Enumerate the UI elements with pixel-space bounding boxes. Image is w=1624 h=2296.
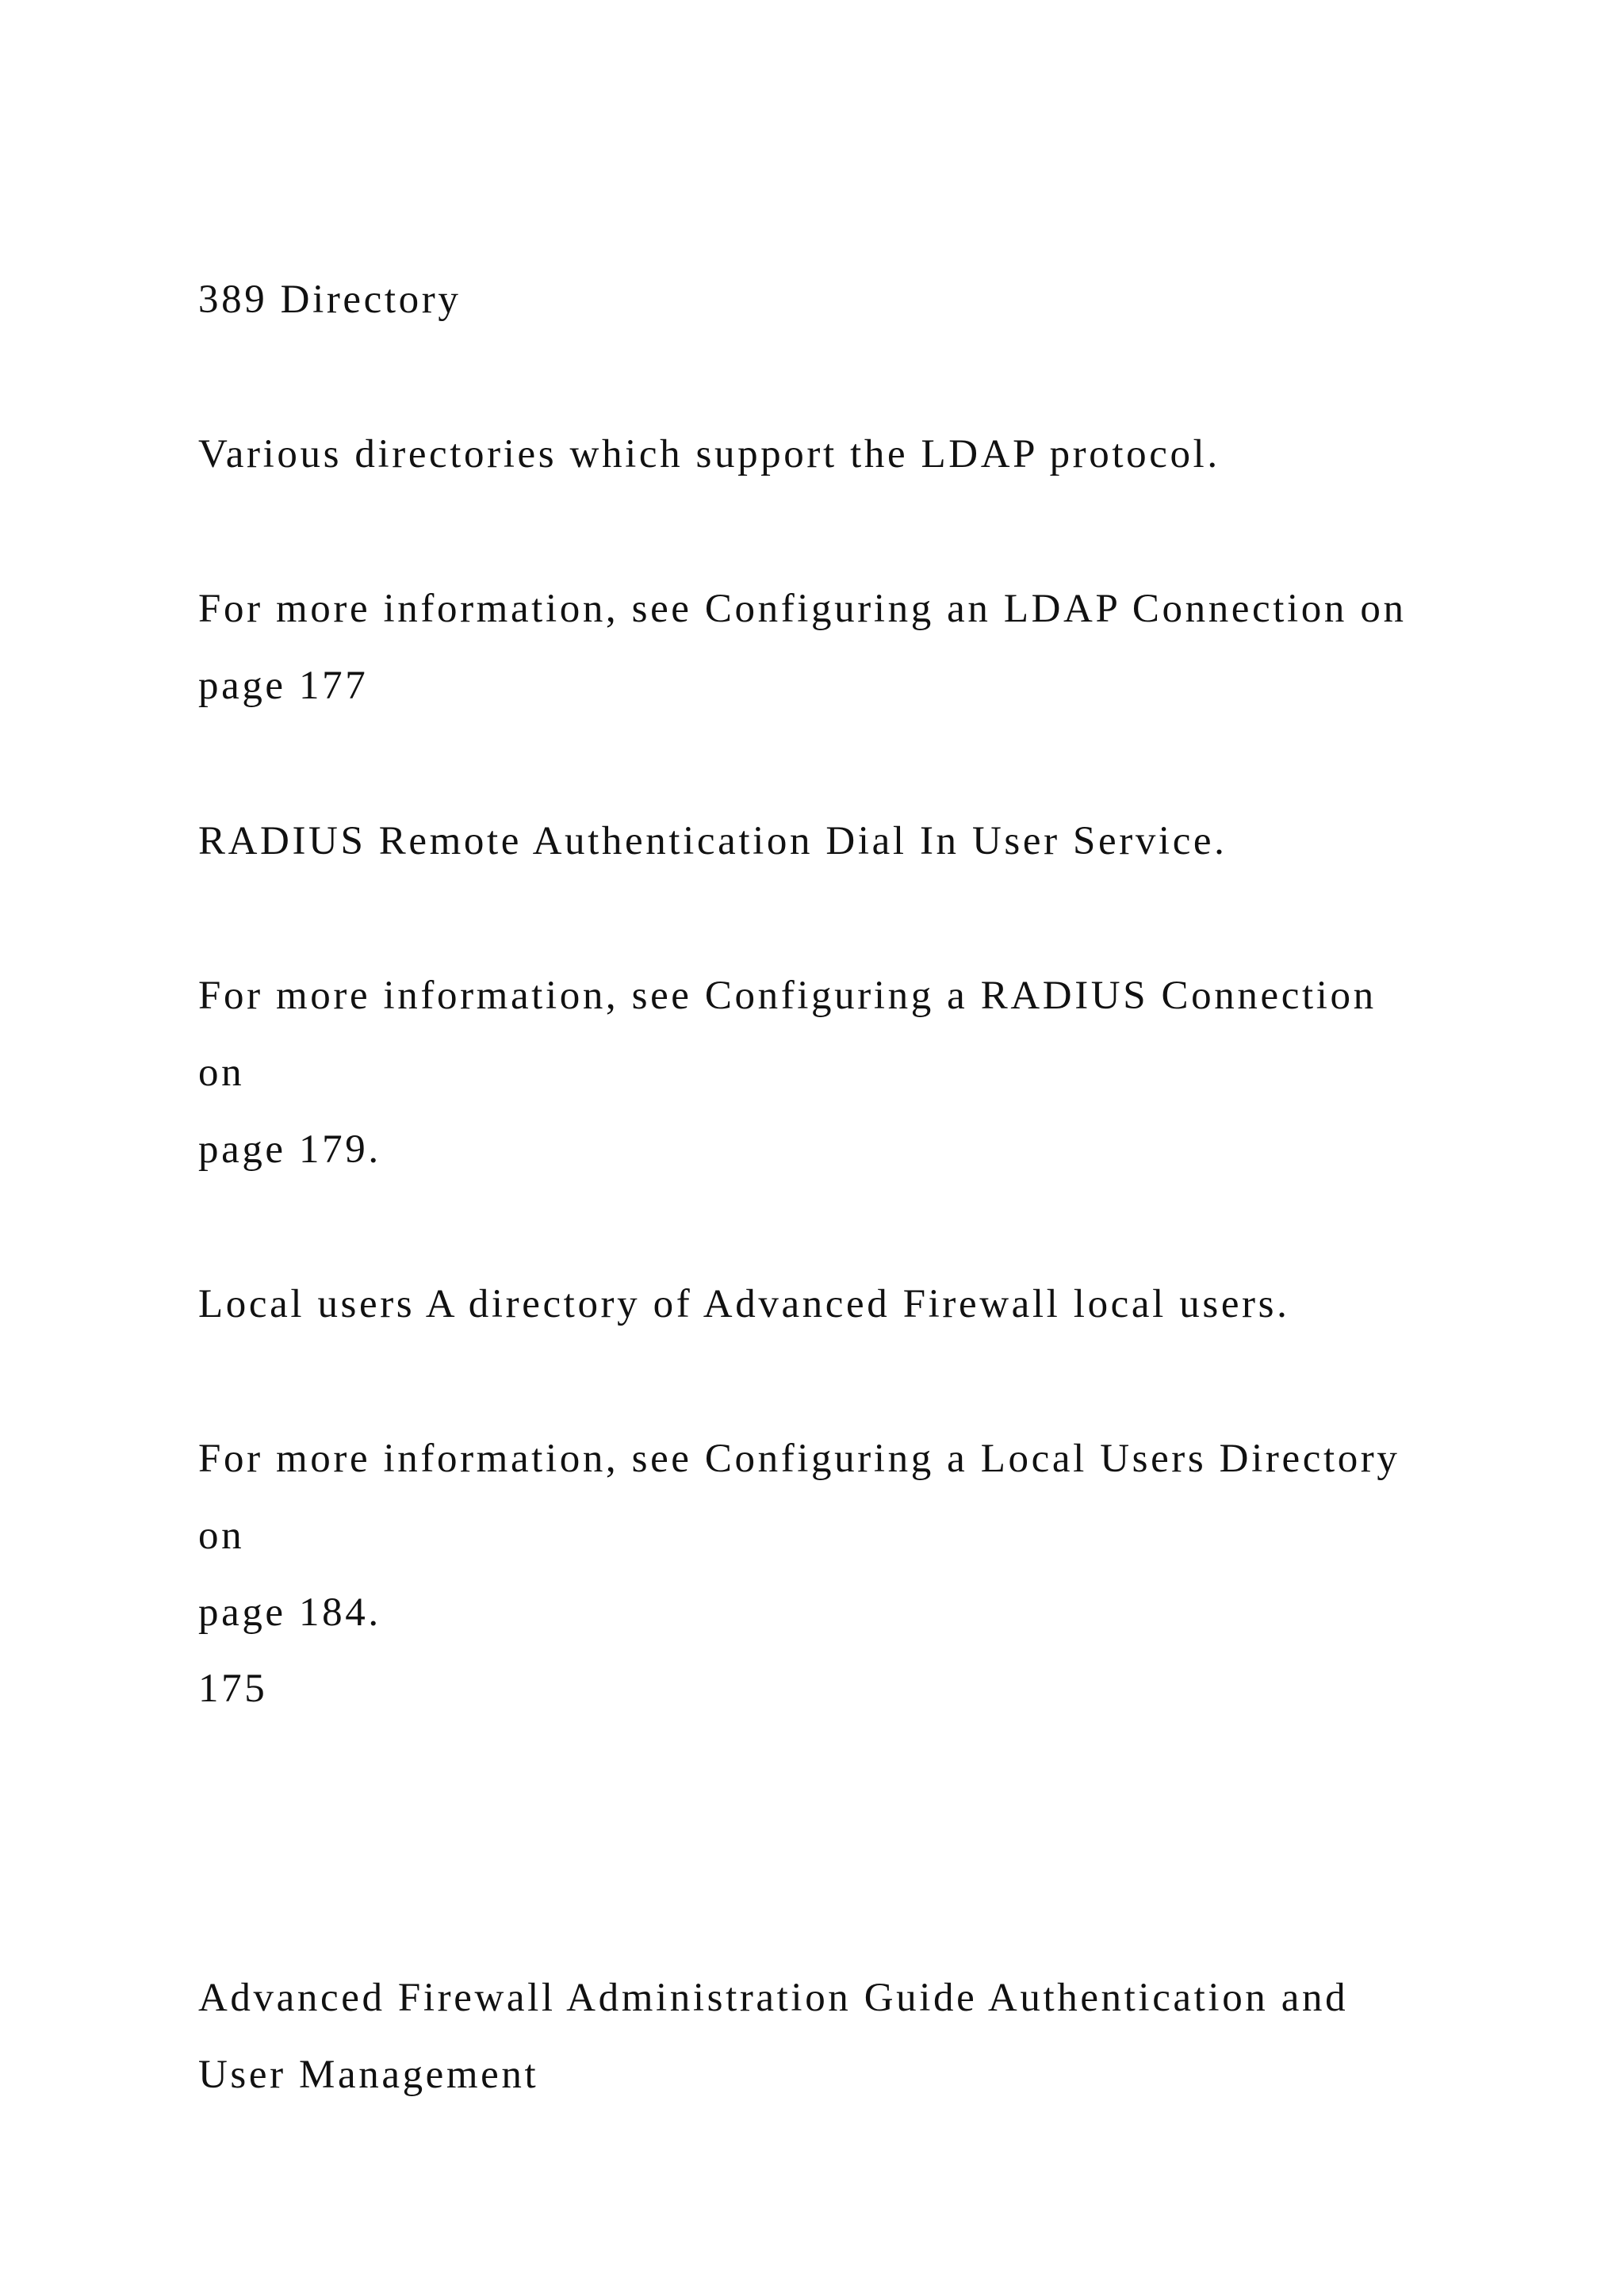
entry-389-description: Various directories which support the LDAP protocol.: [198, 432, 1220, 476]
entry-local-users: Local users A directory of Advanced Firewall local users.: [198, 1282, 1290, 1326]
radius-reference-page: page 179.: [198, 1127, 381, 1172]
local-users-reference-page: page 184.: [198, 1590, 381, 1635]
running-footer-title: Advanced Firewall Administration Guide Authentication and: [198, 1976, 1349, 2020]
entry-389-directory: 389 Directory: [198, 277, 462, 322]
ldap-reference-page: page 177: [198, 664, 369, 708]
entry-radius: RADIUS Remote Authentication Dial In User Service.: [198, 819, 1228, 863]
ldap-reference-line: For more information, see Configuring an LDAP Connection on: [198, 587, 1407, 631]
radius-reference-line: For more information, see Configuring a RADIUS Connection: [198, 974, 1377, 1018]
radius-reference-on: on: [198, 1050, 245, 1095]
local-users-reference-on: on: [198, 1513, 245, 1558]
local-users-reference-line: For more information, see Configuring a Local Users Directory: [198, 1437, 1400, 1481]
page-number: 175: [198, 1667, 268, 1711]
running-footer-section: User Management: [198, 2053, 539, 2097]
